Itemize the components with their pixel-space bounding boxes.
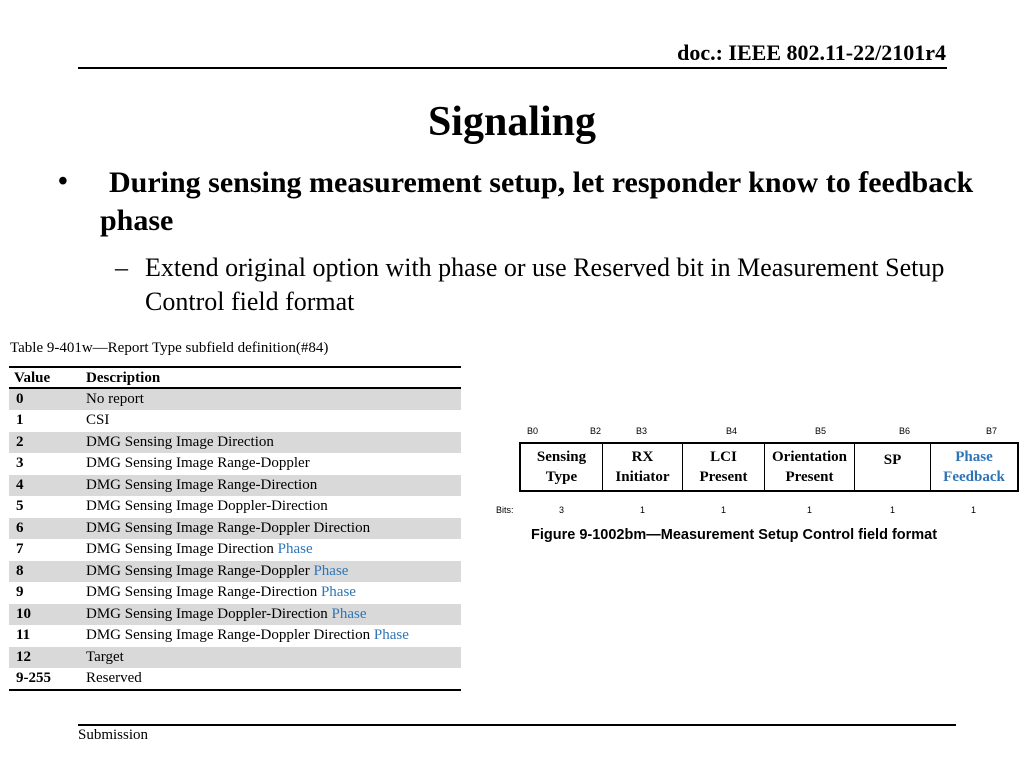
row-value: 11 — [16, 627, 31, 644]
field-cell — [765, 444, 855, 490]
row-description — [86, 604, 461, 626]
table-row — [9, 561, 461, 583]
field-name-line2: Feedback — [943, 469, 1005, 485]
header-divider — [78, 67, 947, 69]
field-bit-count: 1 — [721, 505, 727, 515]
bits-label: Bits: — [496, 505, 514, 515]
header-description: Description — [86, 369, 161, 386]
row-description — [86, 625, 461, 647]
bit-label: B7 — [986, 426, 998, 436]
field-name-line1: RX — [631, 449, 654, 465]
table-row — [9, 496, 461, 518]
row-description-text: DMG Sensing Image Direction — [86, 541, 278, 558]
field-bit-count: 3 — [559, 505, 565, 515]
bullet-text: During sensing measurement setup, let responder know to feedback phase — [100, 166, 974, 237]
row-description — [86, 388, 461, 410]
row-phase-suffix: Phase — [313, 562, 349, 579]
table-header-row — [9, 367, 461, 388]
row-description-text: No report — [86, 390, 144, 407]
row-value: 4 — [9, 475, 86, 497]
table-row — [9, 539, 461, 561]
row-value: 7 — [16, 541, 24, 558]
sub-bullet-marker: – — [115, 253, 128, 282]
sub-bullet-text: Extend original option with phase or use Reserved bit in Measurement Setup Control field format — [145, 253, 945, 316]
table-row — [9, 453, 461, 475]
field-cell — [603, 444, 683, 490]
row-description — [86, 582, 461, 604]
row-description-text: DMG Sensing Image Range-Direction — [86, 584, 321, 601]
row-description-text: DMG Sensing Image Doppler-Direction — [86, 498, 328, 515]
footer-submission: Submission — [78, 727, 149, 743]
row-value: 10 — [9, 604, 86, 626]
row-description — [86, 432, 461, 454]
bit-label: B4 — [726, 426, 738, 436]
field-name-line1: LCI — [710, 449, 737, 465]
field-bit-count: 1 — [890, 505, 896, 515]
bit-label: B5 — [815, 426, 827, 436]
table-row — [9, 668, 461, 690]
report-type-table — [9, 366, 461, 691]
table-row — [9, 475, 461, 497]
bit-label: B0 — [527, 426, 539, 436]
row-value: 6 — [9, 518, 86, 540]
row-description — [86, 475, 461, 497]
row-value: 3 — [16, 455, 24, 472]
bit-label: B6 — [899, 426, 911, 436]
bit-label: B2 — [590, 426, 602, 436]
slide-title: Signaling — [427, 99, 597, 145]
field-cell — [855, 444, 931, 490]
table-caption: Table 9-401w—Report Type subfield definition(#84) — [10, 340, 329, 356]
table-body — [9, 388, 461, 690]
row-description — [86, 647, 461, 669]
row-description-text: DMG Sensing Image Range-Doppler — [86, 455, 310, 472]
header-value: Value — [14, 369, 51, 386]
row-description-text: DMG Sensing Image Range-Direction — [86, 476, 318, 493]
document-id: doc.: IEEE 802.11-22/2101r4 — [677, 40, 946, 65]
row-description-text: DMG Sensing Image Doppler-Direction — [86, 605, 332, 622]
row-description-text: DMG Sensing Image Direction — [86, 433, 274, 450]
table-row — [9, 410, 461, 432]
field-name-line1: SP — [883, 452, 902, 468]
row-description — [86, 668, 461, 690]
row-description-text: CSI — [86, 412, 110, 429]
row-value: 0 — [9, 388, 86, 410]
row-description-text: DMG Sensing Image Range-Doppler Direction — [86, 519, 371, 536]
table-row — [9, 518, 461, 540]
table-row — [9, 647, 461, 669]
footer-divider — [78, 724, 956, 726]
row-phase-suffix: Phase — [373, 627, 409, 644]
table-row — [9, 582, 461, 604]
bullet-marker: • — [58, 166, 68, 197]
row-phase-suffix: Phase — [277, 541, 313, 558]
field-name-line1: Orientation — [772, 449, 847, 465]
row-value: 1 — [16, 412, 24, 429]
row-description — [86, 410, 461, 432]
table-row — [9, 625, 461, 647]
field-cell — [931, 444, 1017, 490]
row-description — [86, 561, 461, 583]
field-cell — [683, 444, 765, 490]
row-description-text: Reserved — [86, 670, 142, 687]
field-name-line1: Sensing — [536, 449, 587, 465]
row-phase-suffix: Phase — [320, 584, 356, 601]
row-description — [86, 453, 461, 475]
table-row — [9, 604, 461, 626]
row-value: 12 — [9, 647, 86, 669]
row-description — [86, 518, 461, 540]
table-row — [9, 432, 461, 454]
measurement-setup-control-field — [519, 442, 1019, 492]
row-description-text: Target — [86, 648, 124, 665]
row-value: 5 — [16, 498, 24, 515]
field-bit-count: 1 — [807, 505, 813, 515]
field-name-line2: Type — [545, 469, 578, 485]
row-value: 9 — [16, 584, 24, 601]
row-value: 9-255 — [16, 670, 51, 687]
field-cell — [521, 444, 603, 490]
field-name-line2: Present — [699, 469, 748, 485]
figure-caption: Figure 9-1002bm—Measurement Setup Control field format — [531, 527, 938, 543]
table-row — [9, 388, 461, 410]
field-name-line1: Phase — [955, 449, 993, 465]
row-phase-suffix: Phase — [331, 605, 367, 622]
row-description-text: DMG Sensing Image Range-Doppler Direction — [86, 627, 374, 644]
bit-label: B3 — [636, 426, 648, 436]
row-value: 2 — [9, 432, 86, 454]
row-description — [86, 496, 461, 518]
row-description-text: DMG Sensing Image Range-Doppler — [86, 562, 314, 579]
row-value: 8 — [9, 561, 86, 583]
field-name-line2: Initiator — [615, 469, 670, 485]
row-description — [86, 539, 461, 561]
field-bit-count: 1 — [640, 505, 646, 515]
field-name-line2: Present — [785, 469, 834, 485]
field-bit-count: 1 — [971, 505, 977, 515]
